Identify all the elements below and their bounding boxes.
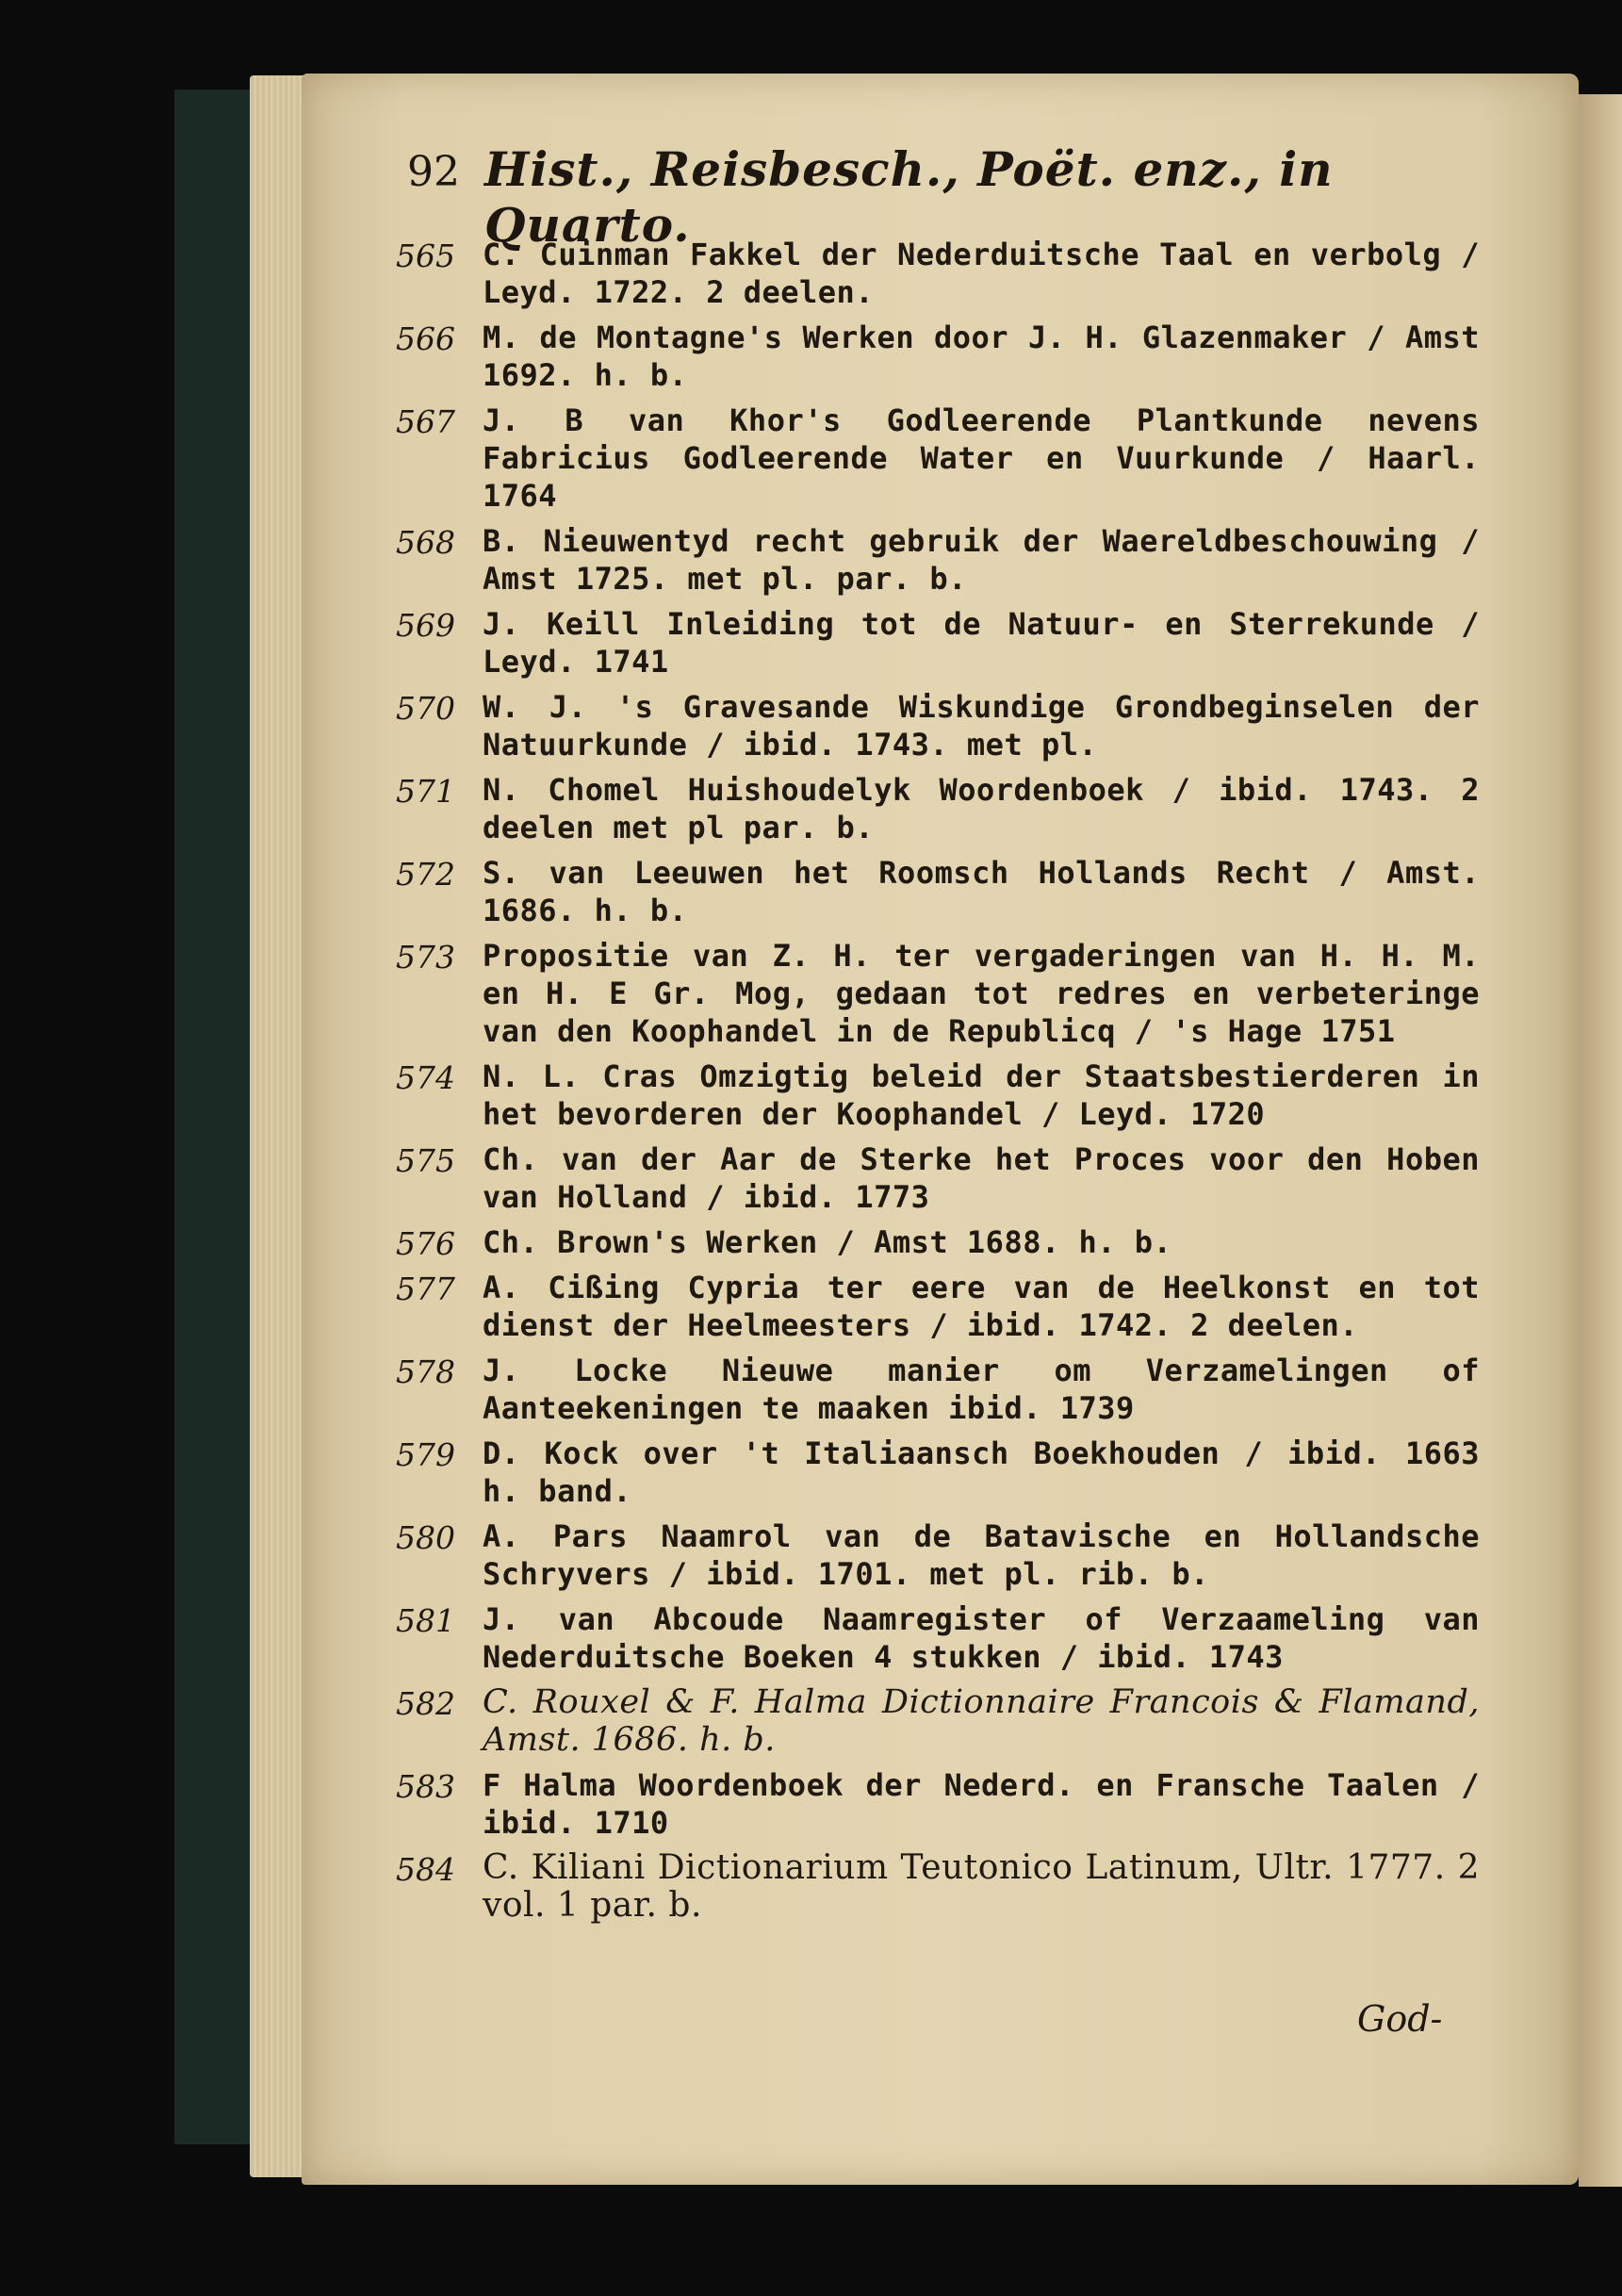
entry-number: 569 [396, 607, 455, 644]
entry-number: 566 [396, 320, 455, 357]
entry-text: M. de Montagne's Werken door J. H. Glazenmaker / Amst 1692. h. b. [483, 320, 1480, 393]
facing-page-edge [1579, 94, 1622, 2187]
entry-text: Propositie van Z. H. ter vergaderingen van H. H. M. en H. E Gr. Mog, gedaan tot redres en verbeteringe van den Koophandel in de Republicq / 's Hage 1751 [483, 938, 1480, 1049]
catalogue-entry [396, 1058, 1480, 1133]
entry-number: 584 [396, 1851, 455, 1888]
entry-number: 568 [396, 524, 455, 561]
entry-text: C. Rouxel & F. Halma Dictionnaire Francois & Flamand, Amst. 1686. h. b. [483, 1683, 1480, 1759]
catalogue-entry [396, 1683, 1480, 1759]
entry-text: C. Kiliani Dictionarium Teutonico Latinum, Ultr. 1777. 2 vol. 1 par. b. [483, 1848, 1480, 1925]
catalogue-entry [396, 1352, 1480, 1427]
entry-text: C. Cuinman Fakkel der Nederduitsche Taal en verbolg / Leyd. 1722. 2 deelen. [483, 237, 1480, 310]
catalogue-entry [396, 319, 1480, 394]
entry-text: D. Kock over 't Italiaansch Boekhouden / ibid. 1663 h. band. [483, 1435, 1480, 1509]
entry-number: 573 [396, 939, 455, 976]
entry-text: Ch. van der Aar de Sterke het Proces voor den Hoben van Holland / ibid. 1773 [483, 1141, 1480, 1215]
entry-number: 583 [396, 1768, 455, 1805]
entry-number: 578 [396, 1353, 455, 1390]
catalogue-entry [396, 1140, 1480, 1216]
entry-text: J. B van Khor's Godleerende Plantkunde nevens Fabricius Godleerende Water en Vuurkunde / Haarl. 1764 [483, 402, 1480, 514]
running-title: Hist., Reisbesch., Poët. enz., in Quarto. [484, 141, 1334, 253]
catalogue-entry [396, 771, 1480, 846]
entry-text: A. Cißing Cypria ter eere van de Heelkonst en tot dienst der Heelmeesters / ibid. 1742. 2 deelen. [483, 1270, 1480, 1343]
entry-text: S. van Leeuwen het Roomsch Hollands Recht / Amst. 1686. h. b. [483, 855, 1480, 928]
catalogue-entry [396, 1269, 1480, 1344]
catalogue-entry [396, 1766, 1480, 1842]
entry-number: 577 [396, 1271, 455, 1307]
entry-text: B. Nieuwentyd recht gebruik der Waereldbeschouwing / Amst 1725. met pl. par. b. [483, 523, 1480, 597]
entry-number: 581 [396, 1602, 455, 1639]
entry-text: J. Locke Nieuwe manier om Verzamelingen of Aanteekeningen te maaken ibid. 1739 [483, 1353, 1480, 1426]
entry-number: 565 [396, 238, 455, 274]
catalogue-entry [396, 1435, 1480, 1510]
catalogue-entry [396, 402, 1480, 515]
page-number: 92 [407, 148, 460, 196]
entry-text: J. Keill Inleiding tot de Natuur- en Sterrekunde / Leyd. 1741 [483, 606, 1480, 680]
entry-number: 579 [396, 1436, 455, 1473]
catalogue-entry [396, 1849, 1480, 1925]
catalogue-entry [396, 236, 1480, 311]
entry-number: 576 [396, 1225, 455, 1262]
catalogue-entry [396, 688, 1480, 763]
entry-number: 574 [396, 1059, 455, 1096]
catchword: God- [1357, 1998, 1443, 2040]
entry-text: N. L. Cras Omzigtig beleid der Staatsbestierderen in het bevorderen der Koophandel / Leyd. 1720 [483, 1058, 1480, 1132]
catalogue-entry [396, 854, 1480, 929]
entry-number: 571 [396, 773, 455, 810]
page-header [407, 141, 1425, 253]
entry-text: A. Pars Naamrol van de Batavische en Hollandsche Schryvers / ibid. 1701. met pl. rib. b. [483, 1518, 1480, 1592]
catalogue-entry [396, 605, 1480, 681]
entry-text: N. Chomel Huishoudelyk Woordenboek / ibid. 1743. 2 deelen met pl par. b. [483, 772, 1480, 845]
catalogue-entry [396, 522, 1480, 598]
entry-number: 575 [396, 1142, 455, 1179]
entry-text: W. J. 's Gravesande Wiskundige Grondbeginselen der Natuurkunde / ibid. 1743. met pl. [483, 689, 1480, 763]
entry-text: J. van Abcoude Naamregister of Verzaameling van Nederduitsche Boeken 4 stukken / ibid. 1743 [483, 1601, 1480, 1675]
catalogue-entry [396, 1517, 1480, 1593]
catalogue-entry [396, 1223, 1480, 1261]
catalogue-entries [396, 236, 1480, 1932]
entry-text: F Halma Woordenboek der Nederd. en Fransche Taalen / ibid. 1710 [483, 1767, 1480, 1841]
entry-number: 572 [396, 856, 455, 893]
catalogue-entry [396, 1600, 1480, 1676]
entry-number: 582 [396, 1685, 455, 1722]
entry-text: Ch. Brown's Werken / Amst 1688. h. b. [483, 1224, 1172, 1260]
entry-number: 570 [396, 690, 455, 727]
entry-number: 567 [396, 403, 455, 440]
catalogue-entry [396, 937, 1480, 1050]
entry-number: 580 [396, 1519, 455, 1556]
